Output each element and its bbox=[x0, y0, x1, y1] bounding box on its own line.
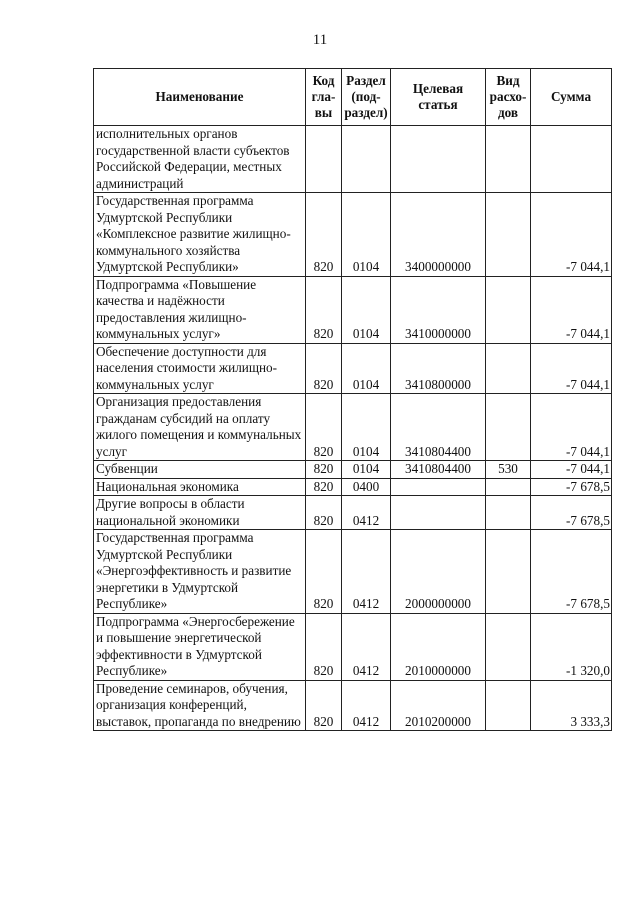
row-code: 820 bbox=[306, 530, 342, 614]
row-sum: 3 333,3 bbox=[531, 680, 612, 731]
row-name: Проведение семинаров, обучения, организация конференций, выставок, пропаганда по внедрению bbox=[94, 680, 306, 731]
budget-table bbox=[93, 68, 612, 731]
table-header-row bbox=[94, 69, 612, 126]
row-type bbox=[486, 496, 531, 530]
row-section: 0104 bbox=[342, 276, 391, 343]
row-name: Государственная программа Удмуртской Республики «Комплексное развитие жилищно-коммунального хозяйства Удмуртской Республики» bbox=[94, 193, 306, 277]
row-section: 0104 bbox=[342, 193, 391, 277]
table-row bbox=[94, 680, 612, 731]
row-type bbox=[486, 530, 531, 614]
table-row bbox=[94, 394, 612, 461]
header-type: Вид расхо- дов bbox=[486, 69, 531, 126]
row-article: 2010200000 bbox=[391, 680, 486, 731]
row-name: исполнительных органов государственной власти субъектов Российской Федерации, местных администраций bbox=[94, 126, 306, 193]
row-sum: -7 678,5 bbox=[531, 496, 612, 530]
row-article: 2000000000 bbox=[391, 530, 486, 614]
row-type bbox=[486, 478, 531, 496]
row-name: Субвенции bbox=[94, 461, 306, 479]
row-section: 0412 bbox=[342, 613, 391, 680]
row-type bbox=[486, 343, 531, 394]
row-code: 820 bbox=[306, 478, 342, 496]
row-sum: -7 678,5 bbox=[531, 478, 612, 496]
row-code: 820 bbox=[306, 680, 342, 731]
header-article: Целевая статья bbox=[391, 69, 486, 126]
row-sum: -7 044,1 bbox=[531, 276, 612, 343]
row-sum: -7 044,1 bbox=[531, 394, 612, 461]
row-article: 2010000000 bbox=[391, 613, 486, 680]
row-type bbox=[486, 613, 531, 680]
header-code: Код гла- вы bbox=[306, 69, 342, 126]
row-name: Подпрограмма «Энергосбережение и повышение энергетической эффективности в Удмуртской Республике» bbox=[94, 613, 306, 680]
row-type bbox=[486, 126, 531, 193]
row-section: 0412 bbox=[342, 680, 391, 731]
row-type: 530 bbox=[486, 461, 531, 479]
row-code: 820 bbox=[306, 394, 342, 461]
row-article bbox=[391, 478, 486, 496]
row-section: 0412 bbox=[342, 530, 391, 614]
row-article: 3410804400 bbox=[391, 394, 486, 461]
table-row bbox=[94, 461, 612, 479]
row-code: 820 bbox=[306, 461, 342, 479]
row-name: Подпрограмма «Повышение качества и надёжности предоставления жилищно-коммунальных услуг» bbox=[94, 276, 306, 343]
row-type bbox=[486, 680, 531, 731]
row-sum: -7 044,1 bbox=[531, 193, 612, 277]
row-section: 0104 bbox=[342, 461, 391, 479]
header-section: Раздел (под- раздел) bbox=[342, 69, 391, 126]
row-name: Государственная программа Удмуртской Республики «Энергоэффективность и развитие энергетики в Удмуртской Республике» bbox=[94, 530, 306, 614]
row-section: 0400 bbox=[342, 478, 391, 496]
row-sum: -7 044,1 bbox=[531, 461, 612, 479]
table-row bbox=[94, 478, 612, 496]
row-code: 820 bbox=[306, 343, 342, 394]
row-article: 3400000000 bbox=[391, 193, 486, 277]
table-row bbox=[94, 126, 612, 193]
row-section: 0104 bbox=[342, 343, 391, 394]
row-section: 0104 bbox=[342, 394, 391, 461]
row-name: Обеспечение доступности для населения стоимости жилищно-коммунальных услуг bbox=[94, 343, 306, 394]
table-row bbox=[94, 276, 612, 343]
row-sum: -7 044,1 bbox=[531, 343, 612, 394]
table-row bbox=[94, 193, 612, 277]
row-name: Организация предоставления гражданам субсидий на оплату жилого помещения и коммунальных услуг bbox=[94, 394, 306, 461]
row-section bbox=[342, 126, 391, 193]
row-code: 820 bbox=[306, 613, 342, 680]
row-article: 3410000000 bbox=[391, 276, 486, 343]
row-type bbox=[486, 394, 531, 461]
row-article bbox=[391, 126, 486, 193]
row-code: 820 bbox=[306, 496, 342, 530]
table-row bbox=[94, 496, 612, 530]
row-section: 0412 bbox=[342, 496, 391, 530]
row-article: 3410804400 bbox=[391, 461, 486, 479]
row-type bbox=[486, 193, 531, 277]
header-name: Наименование bbox=[94, 69, 306, 126]
row-code: 820 bbox=[306, 193, 342, 277]
row-sum: -7 678,5 bbox=[531, 530, 612, 614]
row-name: Другие вопросы в области национальной экономики bbox=[94, 496, 306, 530]
row-code: 820 bbox=[306, 276, 342, 343]
row-name: Национальная экономика bbox=[94, 478, 306, 496]
table-row bbox=[94, 343, 612, 394]
row-article: 3410800000 bbox=[391, 343, 486, 394]
row-article bbox=[391, 496, 486, 530]
row-sum: -1 320,0 bbox=[531, 613, 612, 680]
row-sum bbox=[531, 126, 612, 193]
header-sum: Сумма bbox=[531, 69, 612, 126]
row-type bbox=[486, 276, 531, 343]
table-row bbox=[94, 530, 612, 614]
table-row bbox=[94, 613, 612, 680]
page-number: 11 bbox=[312, 32, 328, 48]
row-code bbox=[306, 126, 342, 193]
